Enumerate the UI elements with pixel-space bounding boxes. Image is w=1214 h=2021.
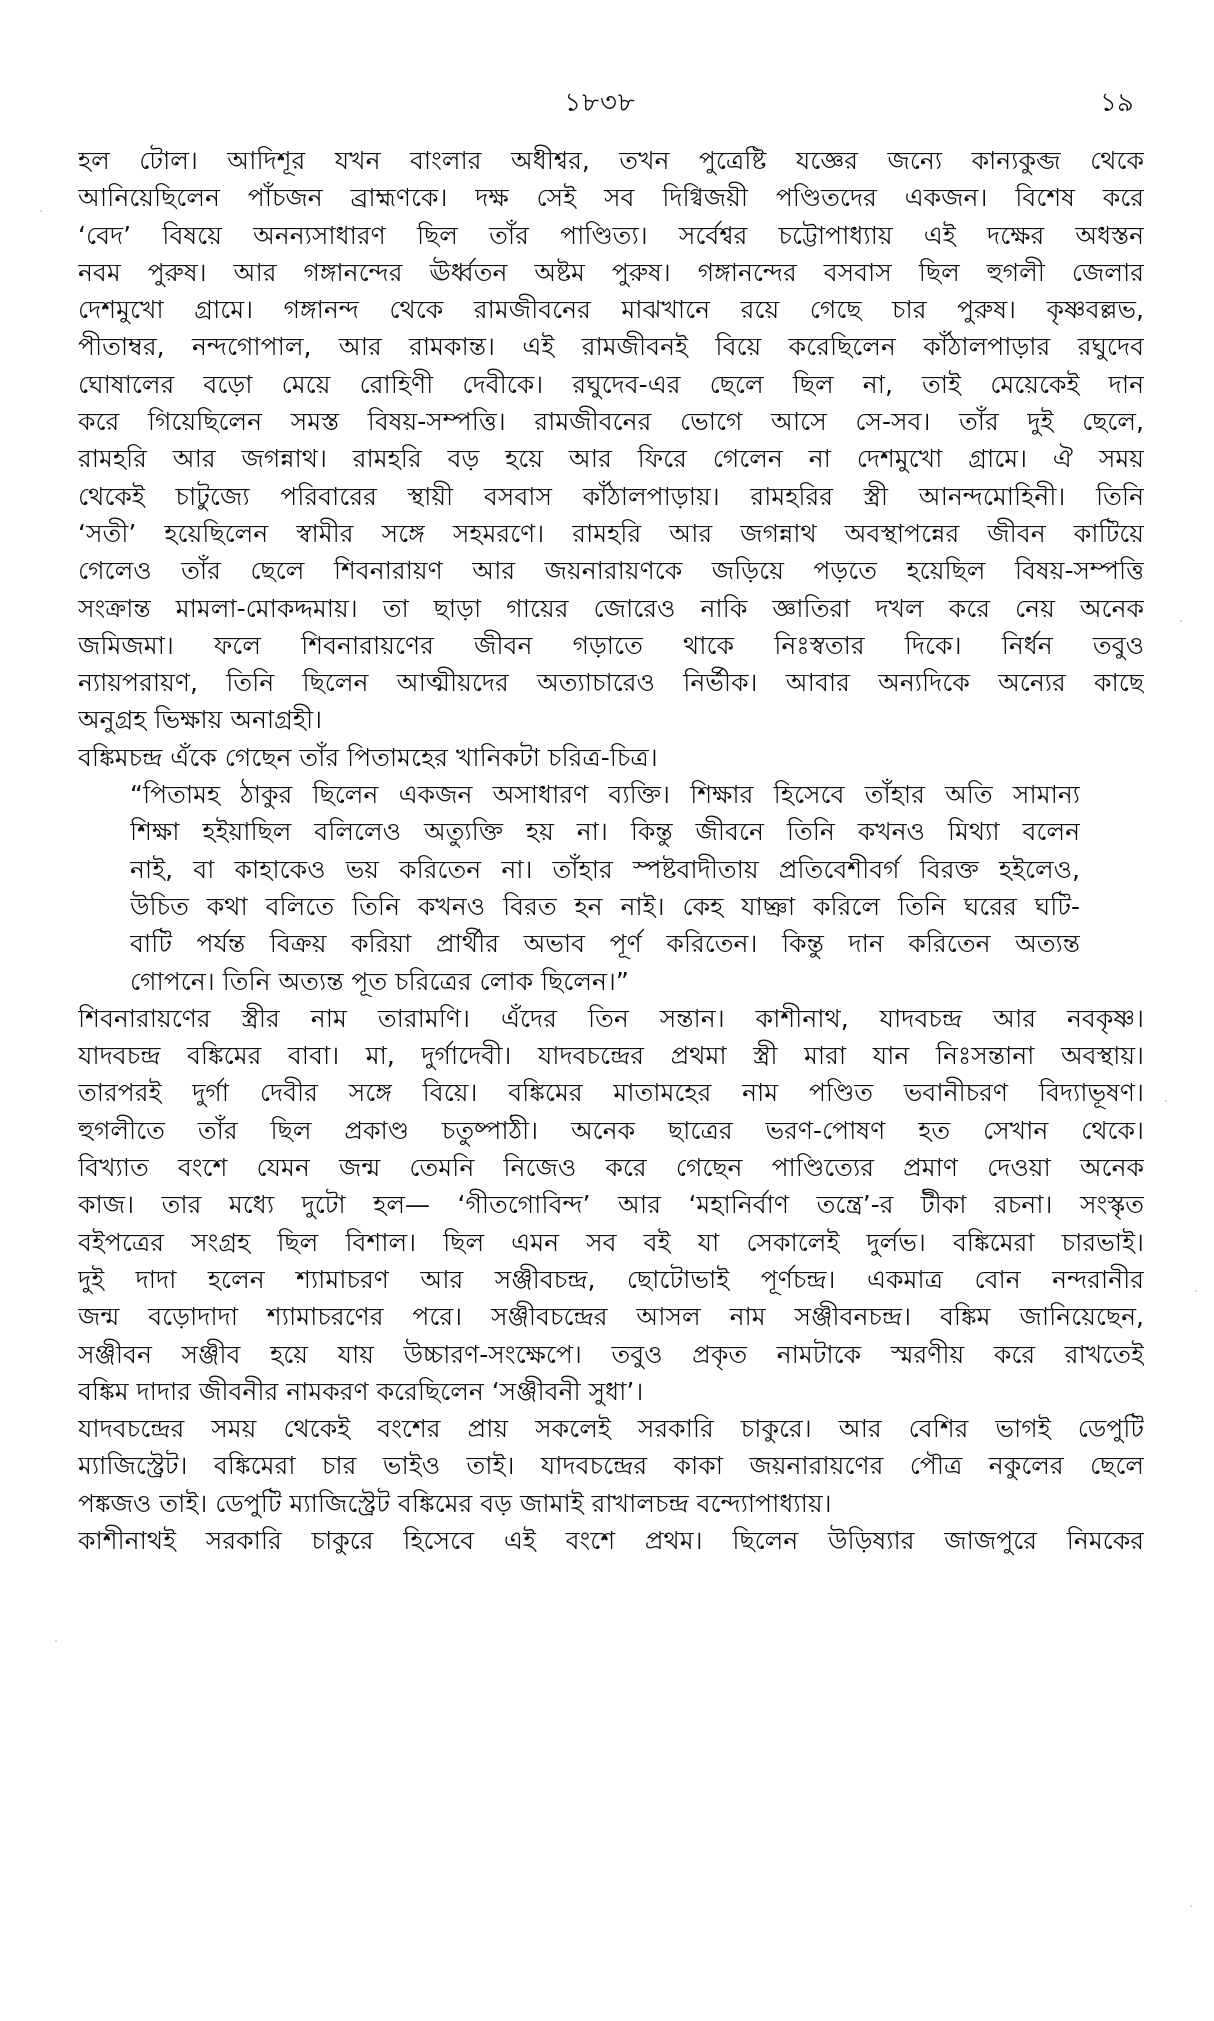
- text-line: জন্ম বড়োদাদা শ্যামাচরণের পরে। সঞ্জীবচন্দ্রের আসল নাম সঞ্জীবনচন্দ্র। বঙ্কিম জানিয়েছেন,: [78, 1302, 1144, 1332]
- text-line: থেকেই চাটুজ্যে পরিবারের স্থায়ী বসবাস কাঁঠালপাড়ায়। রামহরির স্ত্রী আনন্দমোহিনী। তিনি: [78, 481, 1144, 511]
- scan-speck: [1190, 1905, 1192, 1907]
- text-line: আনিয়েছিলেন পাঁচজন ব্রাহ্মণকে। দক্ষ সেই সব দিগ্বিজয়ী পণ্ডিতদের একজন। বিশেষ করে: [78, 183, 1144, 213]
- text-line: ‘সতী’ হয়েছিলেন স্বামীর সঙ্গে সহমরণে। রামহরি আর জগন্নাথ অবস্থাপন্নের জীবন কাটিয়ে: [78, 518, 1144, 548]
- text-line: সংক্রান্ত মামলা-মোকদ্দমায়। তা ছাড়া গায়ের জোরেও নাকি জ্ঞাতিরা দখল করে নেয় অনেক: [78, 593, 1144, 623]
- quote-line: বাটি পর্যন্ত বিক্রয় করিয়া প্রার্থীর অভাব পূর্ণ করিতেন। কিন্তু দান করিতেন অত্যন্ত: [130, 929, 1080, 959]
- text-line: হল টোল। আদিশূর যখন বাংলার অধীশ্বর, তখন পুত্রেষ্টি যজ্ঞের জন্যে কান্যকুব্জ থেকে: [78, 146, 1144, 175]
- paragraph-kashinath: [78, 1522, 1144, 1559]
- text-line: ঘোষালের বড়ো মেয়ে রোহিণী দেবীকে। রঘুদেব-এর ছেলে ছিল না, তাই মেয়েকেই দান: [78, 369, 1144, 399]
- quote-line: শিক্ষা হইয়াছিল বলিলেও অত্যুক্তি হয় না। কিন্তু জীবনে তিনি কখনও মিথ্যা বলেন: [130, 817, 1080, 847]
- text-line: হুগলীতে তাঁর ছিল প্রকাণ্ড চতুষ্পাঠী। অনেক ছাত্রের ভরণ-পোষণ হত সেখান থেকে।: [78, 1115, 1144, 1145]
- text-line: বইপত্রের সংগ্রহ ছিল বিশাল। ছিল এমন সব বই যা সেকালেই দুর্লভ। বঙ্কিমেরা চারভাই।: [78, 1227, 1144, 1257]
- quote-line: উচিত কথা বলিতে তিনি কখনও বিরত হন নাই। কেহ যাচ্ঞা করিলে তিনি ঘরের ঘটি-: [130, 891, 1080, 921]
- running-head-year: ১৮৩৮: [564, 88, 636, 118]
- text-line: ‘বেদ’ বিষয়ে অনন্যসাধারণ ছিল তাঁর পাণ্ডিত্য। সর্বেশ্বর চট্টোপাধ্যায় এই দক্ষের অধস্তন: [78, 220, 1144, 250]
- paragraph-lineage: [78, 142, 1144, 739]
- paragraph-government-service: [78, 1410, 1144, 1522]
- text-line: কাশীনাথই সরকারি চাকুরে হিসেবে এই বংশে প্রথম। ছিলেন উড়িষ্যার জাজপুরে নিমকের: [78, 1525, 1144, 1555]
- text-line: করে গিয়েছিলেন সমস্ত বিষয়-সম্পত্তি। রামজীবনের ভোগে আসে সে-সব। তাঁর দুই ছেলে,: [78, 407, 1144, 437]
- quote-line: গোপনে। তিনি অত্যন্ত পূত চরিত্রের লোক ছিলেন।”: [130, 966, 629, 996]
- quote-line: নাই, বা কাহাকেও ভয় করিতেন না। তাঁহার স্পষ্টবাদীতায় প্রতিবেশীবর্গ বিরক্ত হইলেও,: [130, 854, 1080, 884]
- block-quote: [78, 776, 1080, 1000]
- text-line: বঙ্কিম দাদার জীবনীর নামকরণ করেছিলেন ‘সঞ্জীবনী সুধা’।: [78, 1376, 644, 1406]
- text-line: তারপরই দুর্গা দেবীর সঙ্গে বিয়ে। বঙ্কিমের মাতামহের নাম পণ্ডিত ভবানীচরণ বিদ্যাভূষণ।: [78, 1078, 1144, 1108]
- scan-speck: [55, 1640, 57, 1642]
- text-line: নবম পুরুষ। আর গঙ্গানন্দের ঊর্ধ্বতন অষ্টম পুরুষ। গঙ্গানন্দের বসবাস ছিল হুগলী জেলার: [78, 257, 1144, 287]
- scan-speck: [1195, 1290, 1197, 1292]
- text-line: রামহরি আর জগন্নাথ। রামহরি বড় হয়ে আর ফিরে গেলেন না দেশমুখো গ্রামে। ঐ সময়: [78, 444, 1144, 474]
- body-text: [78, 142, 1144, 1559]
- text-line: বঙ্কিমচন্দ্র এঁকে গেছেন তাঁর পিতামহের খানিকটা চরিত্র-চিত্র।: [78, 742, 658, 772]
- text-line: জমিজমা। ফলে শিবনারায়ণের জীবন গড়াতে থাকে নিঃস্বতার দিকে। নির্ধন তবুও: [78, 630, 1144, 660]
- quote-line: “পিতামহ ঠাকুর ছিলেন একজন অসাধারণ ব্যক্তি। শিক্ষার হিসেবে তাঁহার অতি সামান্য: [130, 780, 1080, 810]
- page-number: ১৯: [1100, 88, 1134, 118]
- text-line: ম্যাজিস্ট্রেট। বঙ্কিমেরা চার ভাইও তাই। যাদবচন্দ্রের কাকা জয়নারায়ণের পৌত্র নকুলের ছেলে: [78, 1451, 1144, 1481]
- page-header: [0, 82, 1214, 122]
- text-line: যাদবচন্দ্রের সময় থেকেই বংশের প্রায় সকলেই সরকারি চাকুরে। আর বেশির ভাগই ডেপুটি: [78, 1414, 1144, 1444]
- text-line: শিবনারায়ণের স্ত্রীর নাম তারামণি। এঁদের তিন সন্তান। কাশীনাথ, যাদবচন্দ্র আর নবকৃষ্ণ।: [78, 1003, 1144, 1033]
- text-line: পীতাম্বর, নন্দগোপাল, আর রামকান্ত। এই রামজীবনই বিয়ে করেছিলেন কাঁঠালপাড়ার রঘুদেব: [78, 332, 1144, 362]
- scan-speck: [1165, 1100, 1167, 1102]
- text-line: বিখ্যাত বংশে যেমন জন্ম তেমনি নিজেও করে গেছেন পাণ্ডিত্যের প্রমাণ দেওয়া অনেক: [78, 1153, 1144, 1183]
- text-line: সঞ্জীবন সঞ্জীব হয়ে যায় উচ্চারণ-সংক্ষেপে। তবুও প্রকৃত নামটাকে স্মরণীয় করে রাখতেই: [78, 1339, 1144, 1369]
- scan-speck: [1180, 620, 1182, 622]
- text-line: অনুগ্রহ ভিক্ষায় অনাগ্রহী।: [78, 705, 323, 735]
- text-line: পঙ্কজও তাই। ডেপুটি ম্যাজিস্ট্রেট বঙ্কিমের বড় জামাই রাখালচন্দ্র বন্দ্যোপাধ্যায়।: [78, 1488, 832, 1518]
- text-line: কাজ। তার মধ্যে দুটো হল— ‘গীতগোবিন্দ’ আর ‘মহানির্বাণ তন্ত্রে’-র টীকা রচনা। সংস্কৃত: [78, 1190, 1144, 1220]
- paragraph-family: [78, 1000, 1144, 1410]
- scan-speck: [40, 210, 42, 212]
- text-line: দুই দাদা হলেন শ্যামাচরণ আর সঞ্জীবচন্দ্র, ছোটোভাই পূর্ণচন্দ্র। একমাত্র বোন নন্দরানীর: [78, 1264, 1144, 1294]
- text-line: ন্যায়পরায়ণ, তিনি ছিলেন আত্মীয়দের অত্যাচারেও নির্ভীক। আবার অন্যদিকে অন্যের কাছে: [78, 668, 1144, 698]
- text-line: দেশমুখো গ্রামে। গঙ্গানন্দ থেকে রামজীবনের মাঝখানে রয়ে গেছে চার পুরুষ। কৃষ্ণবল্লভ,: [78, 295, 1144, 325]
- paragraph-quote-intro: [78, 739, 1144, 776]
- text-line: যাদবচন্দ্র বঙ্কিমের বাবা। মা, দুর্গাদেবী। যাদবচন্দ্রের প্রথমা স্ত্রী মারা যান নিঃসন্তানা অবস্থায়।: [78, 1041, 1144, 1071]
- text-line: গেলেও তাঁর ছেলে শিবনারায়ণ আর জয়নারায়ণকে জড়িয়ে পড়তে হয়েছিল বিষয়-সম্পত্তি: [78, 556, 1144, 586]
